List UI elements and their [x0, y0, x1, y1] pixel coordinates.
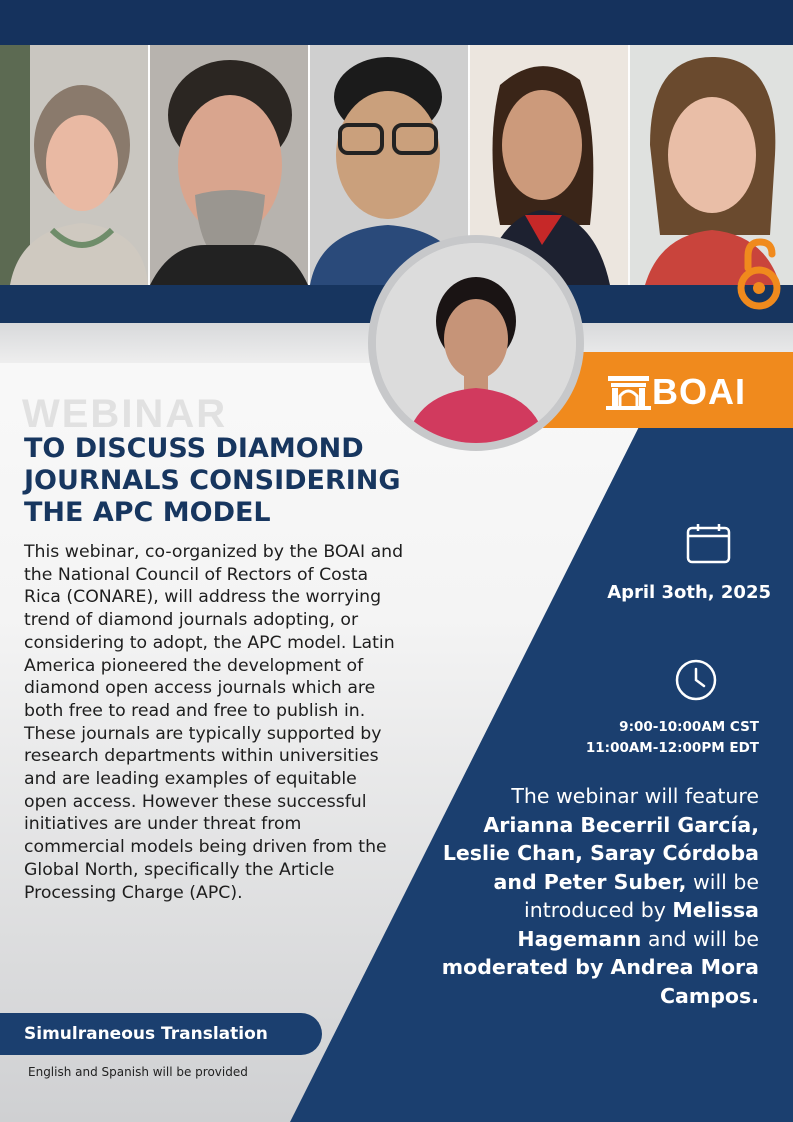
title-line-3: THE APC MODEL	[24, 497, 271, 528]
translation-note: English and Spanish will be provided	[28, 1065, 248, 1079]
clock-icon	[674, 658, 718, 702]
speakers-paragraph	[439, 782, 759, 1010]
speaker-photo-strip	[0, 45, 793, 285]
top-band	[0, 0, 793, 45]
speaker-photo-1	[0, 45, 148, 285]
moderator-name: moderated by Andrea Mora Campos.	[441, 955, 759, 1008]
webinar-label: WEBINAR	[22, 392, 228, 436]
title-line-2: JOURNALS CONSIDERING	[24, 465, 401, 496]
speaker-names: Arianna Becerril García, Leslie Chan, Saray Córdoba and Peter Suber,	[442, 812, 759, 894]
speaker-photo-2	[150, 45, 308, 285]
calendar-icon	[686, 522, 731, 564]
introducer-name: Melissa Hagemann	[517, 898, 759, 951]
translation-label: Simulraneous Translation	[24, 1024, 268, 1044]
feature-and: and will be	[647, 926, 759, 951]
event-date: April 3oth, 2025	[607, 582, 771, 603]
boai-building-logo	[606, 374, 651, 410]
moderator-photo	[376, 243, 576, 443]
event-time-cst: 9:00-10:00AM CST	[619, 719, 759, 735]
event-time-edt: 11:00AM-12:00PM EDT	[585, 740, 759, 756]
page-title	[24, 433, 484, 529]
feature-mid: will be introduced by	[524, 869, 759, 922]
description-text: This webinar, co-organized by the BOAI and the National Council of Rectors of Costa Rica (CONARE), will address the worrying trend of diamond journals adopting, or considering to adopt, the APC model. Latin America pioneered the development of diamond open access journals which are both free to read and free to publish in. These journals are typically supported by research departments within universities and are leading examples of equitable open access. However these successful initiatives are under threat from commercial models being driven from the Global North, specifically the Article Processing Charge (APC).	[24, 542, 404, 903]
open-access-icon	[736, 236, 782, 312]
feature-intro: The webinar will feature	[511, 784, 759, 808]
boai-logo-text: BOAI	[652, 371, 746, 412]
title-line-1: TO DISCUSS DIAMOND	[24, 433, 364, 464]
